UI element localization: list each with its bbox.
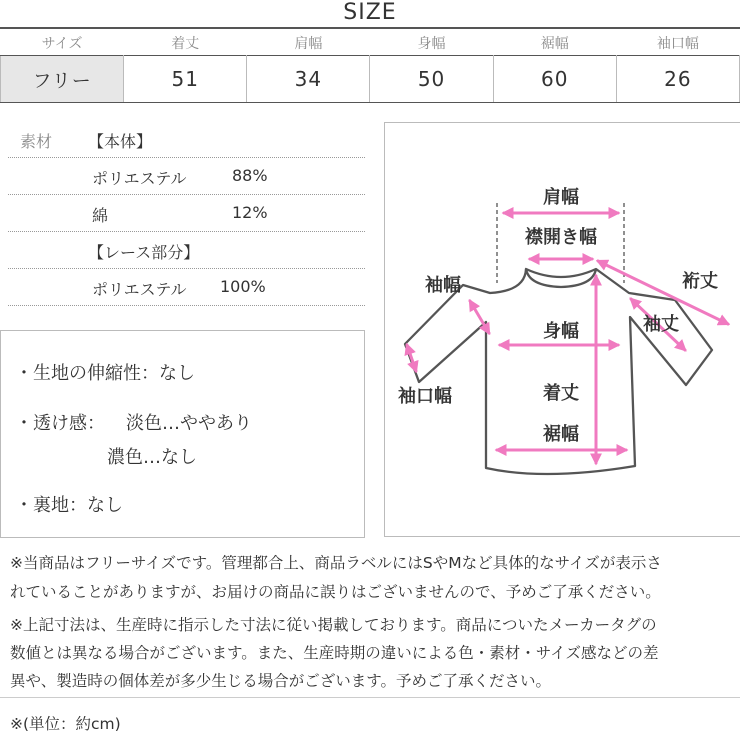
- material-name: 綿: [92, 206, 109, 225]
- note-line: ※上記寸法は、生産時に指示した寸法に従い掲載しております。商品についたメーカータグの: [10, 616, 657, 634]
- material-percent: 88%: [232, 166, 268, 185]
- header-size: サイズ: [41, 35, 83, 52]
- note-line: れていることがありますが、お届けの商品に誤りはございませんので、予めご了承ください。: [10, 583, 661, 601]
- label-sleeve-width: 袖幅: [425, 275, 461, 296]
- sheer-label: ・透け感：: [15, 413, 105, 434]
- material-row-header: [8, 120, 365, 158]
- notes-divider: [0, 697, 740, 698]
- header-cuff: 袖口幅: [656, 35, 699, 52]
- note-line: 数値とは異なる場合がございます。また、生産時期の違いによる色・素材・サイズ感などの差: [10, 644, 659, 662]
- header-length: 着丈: [171, 35, 200, 52]
- material-row-lace-header: [8, 231, 365, 269]
- sheer-light-text: 淡色…ややあり: [126, 413, 252, 434]
- unit-note: ※(単位：約cm): [10, 715, 121, 733]
- stretch-text: ・生地の伸縮性：なし: [15, 363, 195, 384]
- size-table-header-row: [1, 30, 740, 56]
- size-title: SIZE: [343, 0, 397, 25]
- label-cuff: 袖口幅: [398, 386, 452, 407]
- measurement-diagram: [385, 123, 740, 536]
- lining-text: ・裏地：なし: [15, 495, 123, 516]
- label-length: 着丈: [543, 383, 579, 404]
- cell-size: フリー: [1, 56, 124, 103]
- size-title-rule: [0, 27, 740, 29]
- label-hem: 裾幅: [543, 424, 579, 445]
- sheer-dark-text: 濃色…なし: [107, 447, 197, 468]
- label-yuki: 裄丈: [682, 271, 718, 292]
- material-row: [8, 268, 365, 306]
- cell-hem: 60: [493, 56, 616, 103]
- material-name: ポリエステル: [92, 169, 187, 188]
- header-hem: 裾幅: [540, 35, 569, 52]
- cell-length: 51: [124, 56, 247, 103]
- material-body-header: 【本体】: [88, 132, 153, 151]
- material-row: [8, 194, 365, 232]
- cell-shoulder: 34: [247, 56, 370, 103]
- size-table-row: [1, 56, 740, 103]
- header-shoulder: 肩幅: [294, 35, 323, 52]
- cell-body-width: 50: [370, 56, 493, 103]
- header-body-width: 身幅: [417, 35, 446, 52]
- cuff-arrow: [407, 345, 416, 371]
- size-table: [0, 30, 740, 103]
- label-shoulder: 肩幅: [543, 187, 579, 208]
- material-name: ポリエステル: [92, 280, 187, 299]
- material-row: [8, 157, 365, 195]
- material-percent: 12%: [232, 203, 268, 222]
- fabric-properties-box: [0, 330, 365, 538]
- material-percent: 100%: [220, 277, 266, 296]
- label-body-width: 身幅: [543, 321, 579, 342]
- material-label: 素材: [20, 132, 53, 151]
- note-line: ※当商品はフリーサイズです。管理都合上、商品ラベルにはSやMなど具体的なサイズが表示さ: [10, 554, 662, 572]
- material-lace-header: 【レース部分】: [88, 243, 200, 262]
- note-line: 異や、製造時の個体差が多少生じる場合がございます。予めご了承ください。: [10, 672, 551, 690]
- cell-cuff: 26: [616, 56, 739, 103]
- label-sleeve-length: 袖丈: [643, 314, 679, 335]
- label-neck: 襟開き幅: [525, 227, 597, 248]
- measurement-diagram-box: [384, 122, 740, 537]
